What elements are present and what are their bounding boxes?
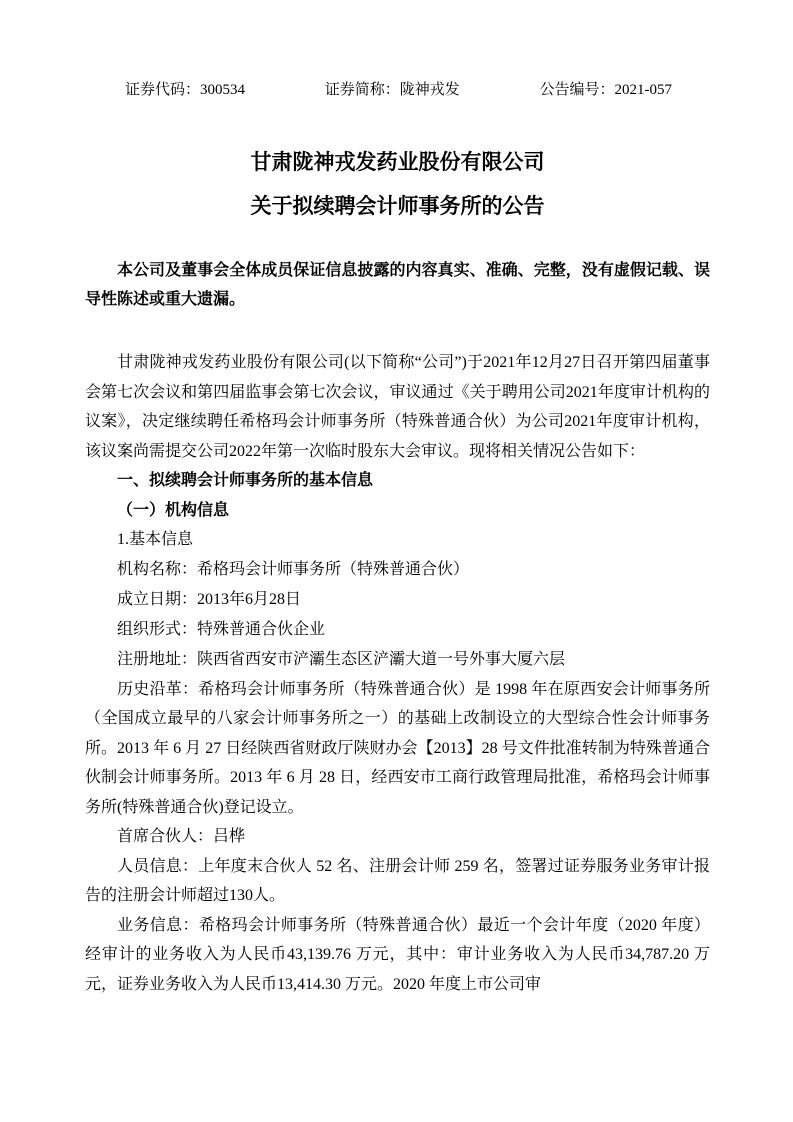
document-header (85, 80, 710, 100)
stock-short-name: 证券简称：陇神戎发 (324, 82, 460, 98)
announcement-number: 公告编号：2021-057 (539, 82, 672, 98)
org-name-line: 机构名称：希格玛会计师事务所（特殊普通合伙） (117, 560, 470, 578)
title-block (85, 140, 710, 228)
section-1-1-heading: （一）机构信息 (117, 501, 230, 519)
personnel-paragraph: 人员信息：上年度末合伙人 52 名、注册会计师 259 名，签署过证券服务业务审计报告的注册会计师超过130人。 (85, 857, 710, 904)
business-paragraph: 业务信息：希格玛会计师事务所（特殊普通合伙）最近一个会计年度（2020 年度）经审计的业务收入为人民币43,139.76 万元，其中：审计业务收入为人民币34,787.20 万元，证券业务收入为人民币13,414.30 万元。2020 年度上市公司审 (85, 916, 710, 993)
company-name-title: 甘肃陇神戎发药业股份有限公司 (250, 150, 545, 174)
board-disclaimer: 本公司及董事会全体成员保证信息披露的内容真实、准确、完整，没有虚假记载、误导性陈述或重大遗漏。 (85, 262, 710, 308)
stock-code: 证券代码：300534 (125, 82, 246, 98)
basic-info-item-heading: 1.基本信息 (117, 531, 194, 548)
registered-address-line: 注册地址：陕西省西安市浐灞生态区浐灞大道一号外事大厦六层 (117, 650, 566, 668)
org-form-line: 组织形式：特殊普通合伙企业 (117, 620, 326, 638)
document-body (85, 348, 710, 999)
history-paragraph: 历史沿革：希格玛会计师事务所（特殊普通合伙）是 1998 年在原西安会计师事务所（全国成立最早的八家会计师事务所之一）的基础上改制设立的大型综合性会计师事务所。2013 年 6 月 27 日经陕西省财政厅陕财办会【2013】28 号文件批准转制为特殊普通合伙制会计师事务所。2013 年 6 月 28 日，经西安市工商行政管理局批准，希格玛会计师事务所(特殊普通合伙)登记设立。 (85, 680, 710, 816)
establish-date-line: 成立日期：2013年6月28日 (117, 590, 302, 608)
intro-paragraph: 甘肃陇神戎发药业股份有限公司(以下简称“公司”)于2021年12月27日召开第四届董事会第七次会议和第四届监事会第七次会议，审议通过《关于聘用公司2021年度审计机构的议案》，决定继续聘任希格玛会计师事务所（特殊普通合伙）为公司2021年度审计机构，该议案尚需提交公司2022年第一次临时股东大会审议。现将相关情况公告如下： (85, 354, 710, 460)
announcement-title: 关于拟续聘会计师事务所的公告 (250, 194, 545, 218)
chief-partner-line: 首席合伙人：吕桦 (117, 828, 246, 845)
section-1-heading: 一、拟续聘会计师事务所的基本信息 (117, 472, 374, 489)
